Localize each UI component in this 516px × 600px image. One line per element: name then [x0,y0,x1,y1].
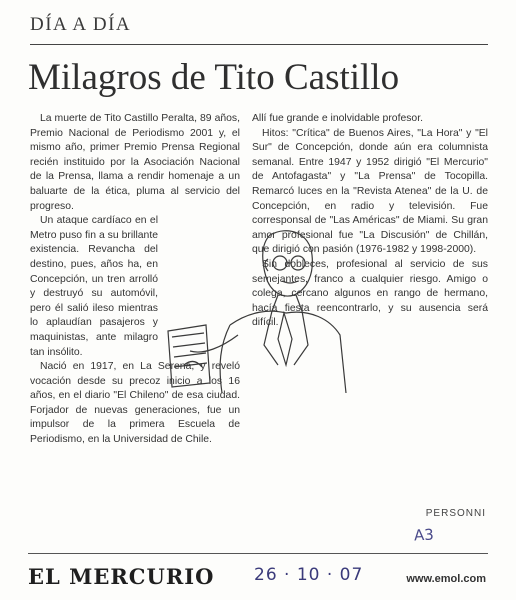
paragraph: Hitos: "Crítica" de Buenos Aires, "La Hora" y "El Sur" de Concepción, donde aún era columnista semanal. Entre 1947 y 1952 dirigió "El Mercurio" de Antofagasta" y "La Prensa" de Tocopilla. Remarcó luces en la "Revista Atenea" de la U. de Concepción, en radio y televisión. Fue corresponsal de "Las Américas" de Miami. Su gran amor profesional fue "La Discusión" de Chillán, que dirigió con pasión (1976-1982 y 1998-2000). [252,127,488,256]
section-label: DÍA A DÍA [30,14,132,35]
paragraph: Allí fue grande e inolvidable profesor. [252,113,423,124]
headline: Milagros de Tito Castillo [28,57,400,98]
top-divider [30,44,488,45]
paragraph: Sin dobleces, profesional al servicio de sus semejantes, franco a cualquier riesgo. Amigo o colega, cercano algunos en rango de hermano, hacía fiesta reencontrarlo, y su ausencia será difícil. [252,258,488,329]
handwritten-page-number: A3 [413,525,435,545]
paragraph: Nació en 1917, en La Serena, y reveló vocación desde su precoz inicio a los 16 años, en el diario "El Chileno" de esa ciudad. Forjador de nuevas generaciones, fue un impulsor de la primera Escuela de Periodismo, en la Universidad de Chile. [30,361,240,446]
website-url: www.emol.com [406,573,486,585]
paragraph: La muerte de Tito Castillo Peralta, 89 años, Premio Nacional de Periodismo 2001 y, el mismo año, primer Premio Prensa Regional recién instituido por la Asociación Nacional de la Prensa, llama a rendir homenaje a un baluarte de la ética, pluma al servicio del progreso. [30,113,240,212]
newspaper-masthead: EL MERCURIO [28,564,215,589]
author-signature: PERSONNI [425,508,486,519]
bottom-divider [28,553,488,554]
handwritten-date: 26 · 10 · 07 [254,565,364,585]
portrait-illustration [160,215,350,405]
paragraph: Un ataque cardíaco en el Metro puso fin a su brillante existencia. Revancha del destino, pues, años ha, en Concepción, un tren arrolló y destruyó su automóvil, pero él salió ileso mientras lo aplaudían pasajeros y maquinistas, ante milagro tan insólito. [30,215,158,358]
